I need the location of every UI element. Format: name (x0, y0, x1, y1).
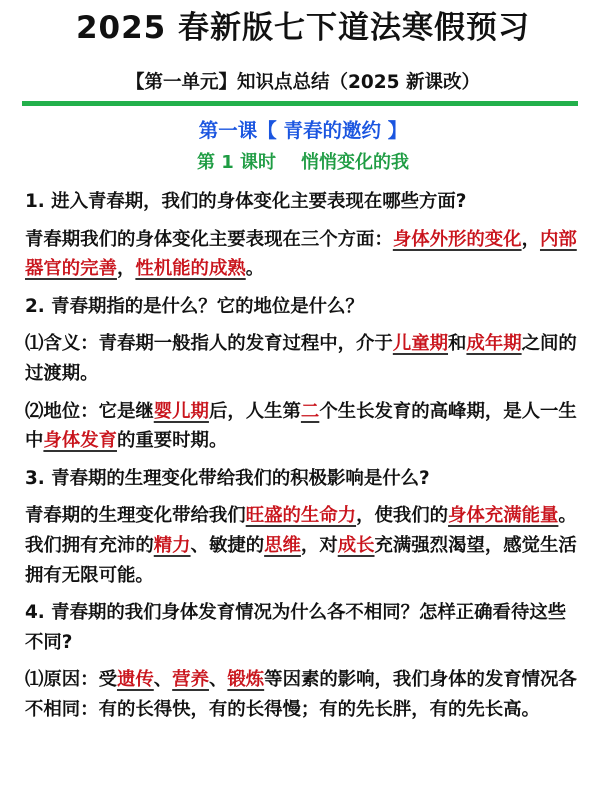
question-3: 3. 青春期的生理变化带给我们的积极影响是什么? (25, 467, 430, 489)
key-term: 营养 (172, 669, 209, 691)
lesson-title: 第一课【 青春的邀约 】 (198, 119, 408, 142)
answer-text: 等因素的影响，我们身体的发育情况各不相同：有的长得快，有的长得慢；有的先长胖，有的先长高。 (25, 669, 577, 720)
answer-text: 。 (245, 258, 265, 280)
key-term: 成年期 (466, 333, 522, 355)
key-term: 身体发育 (43, 430, 117, 452)
key-term: 儿童期 (392, 333, 449, 355)
green-divider (22, 101, 578, 106)
answer-text: 。我们拥有充沛的 (25, 505, 577, 556)
answer-2-status (25, 397, 581, 456)
answer-text: 后，人生第 (208, 400, 301, 422)
key-term: 精力 (153, 534, 191, 556)
answer-text: 和 (448, 333, 467, 355)
key-term: 身体外形的变化 (392, 228, 522, 250)
answer-text: ⑴原因：受 (25, 669, 117, 691)
answer-text: 充满强烈渴望，感觉生活拥有无限可能。 (25, 534, 577, 586)
answer-text: 的重要时期。 (116, 430, 228, 452)
question-1: 1. 进入青春期，我们的身体变化主要表现在哪些方面? (25, 191, 467, 212)
answer-text: 、 (153, 669, 173, 691)
key-term: 旺盛的生命力 (245, 505, 357, 527)
key-term: 身体充满能量 (448, 505, 559, 527)
key-term: 婴儿期 (153, 400, 209, 422)
key-term: 遗传 (116, 669, 154, 691)
answer-text: ⑴含义：青春期一般指人的发育过程中，介于 (25, 333, 393, 355)
answer-text: ，使我们的 (356, 505, 449, 527)
key-term: 二 (300, 400, 320, 422)
answer-3 (25, 501, 581, 590)
answer-text: ⑵地位：它是继 (25, 400, 154, 422)
answer-text: ， (116, 258, 136, 280)
answer-text: 、敏捷的 (190, 534, 265, 556)
content-body (25, 187, 581, 728)
key-term: 成长 (337, 534, 375, 556)
answer-1 (25, 225, 581, 284)
answer-text: 、 (208, 669, 228, 691)
key-term: 性机能的成熟 (135, 258, 246, 280)
document-subtitle: 【第一单元】知识点总结（2025 新课改） (126, 72, 480, 93)
section-title: 第 1 课时 悄悄变化的我 (196, 152, 410, 173)
answer-text: 青春期的生理变化带给我们 (25, 505, 246, 527)
answer-text: 之间的过渡期。 (25, 333, 577, 384)
question-4: 4. 青春期的我们身体发育情况为什么各不相同？怎样正确看待这些不同? (25, 602, 567, 653)
answer-4-reason (25, 665, 581, 724)
document-title: 2025 春新版七下道法寒假预习 (75, 10, 531, 46)
key-term: 锻炼 (227, 669, 265, 691)
answer-2-meaning (25, 329, 581, 388)
question-2: 2. 青春期指的是什么？它的地位是什么？ (25, 295, 364, 317)
key-term: 内部器官的完善 (25, 228, 577, 280)
answer-text: 青春期我们的身体变化主要表现在三个方面： (25, 228, 393, 250)
answer-text: 个生长发育的高峰期，是人一生中 (25, 400, 577, 452)
answer-text: ， (521, 228, 540, 250)
answer-text: ，对 (300, 534, 338, 556)
key-term: 思维 (264, 534, 301, 556)
